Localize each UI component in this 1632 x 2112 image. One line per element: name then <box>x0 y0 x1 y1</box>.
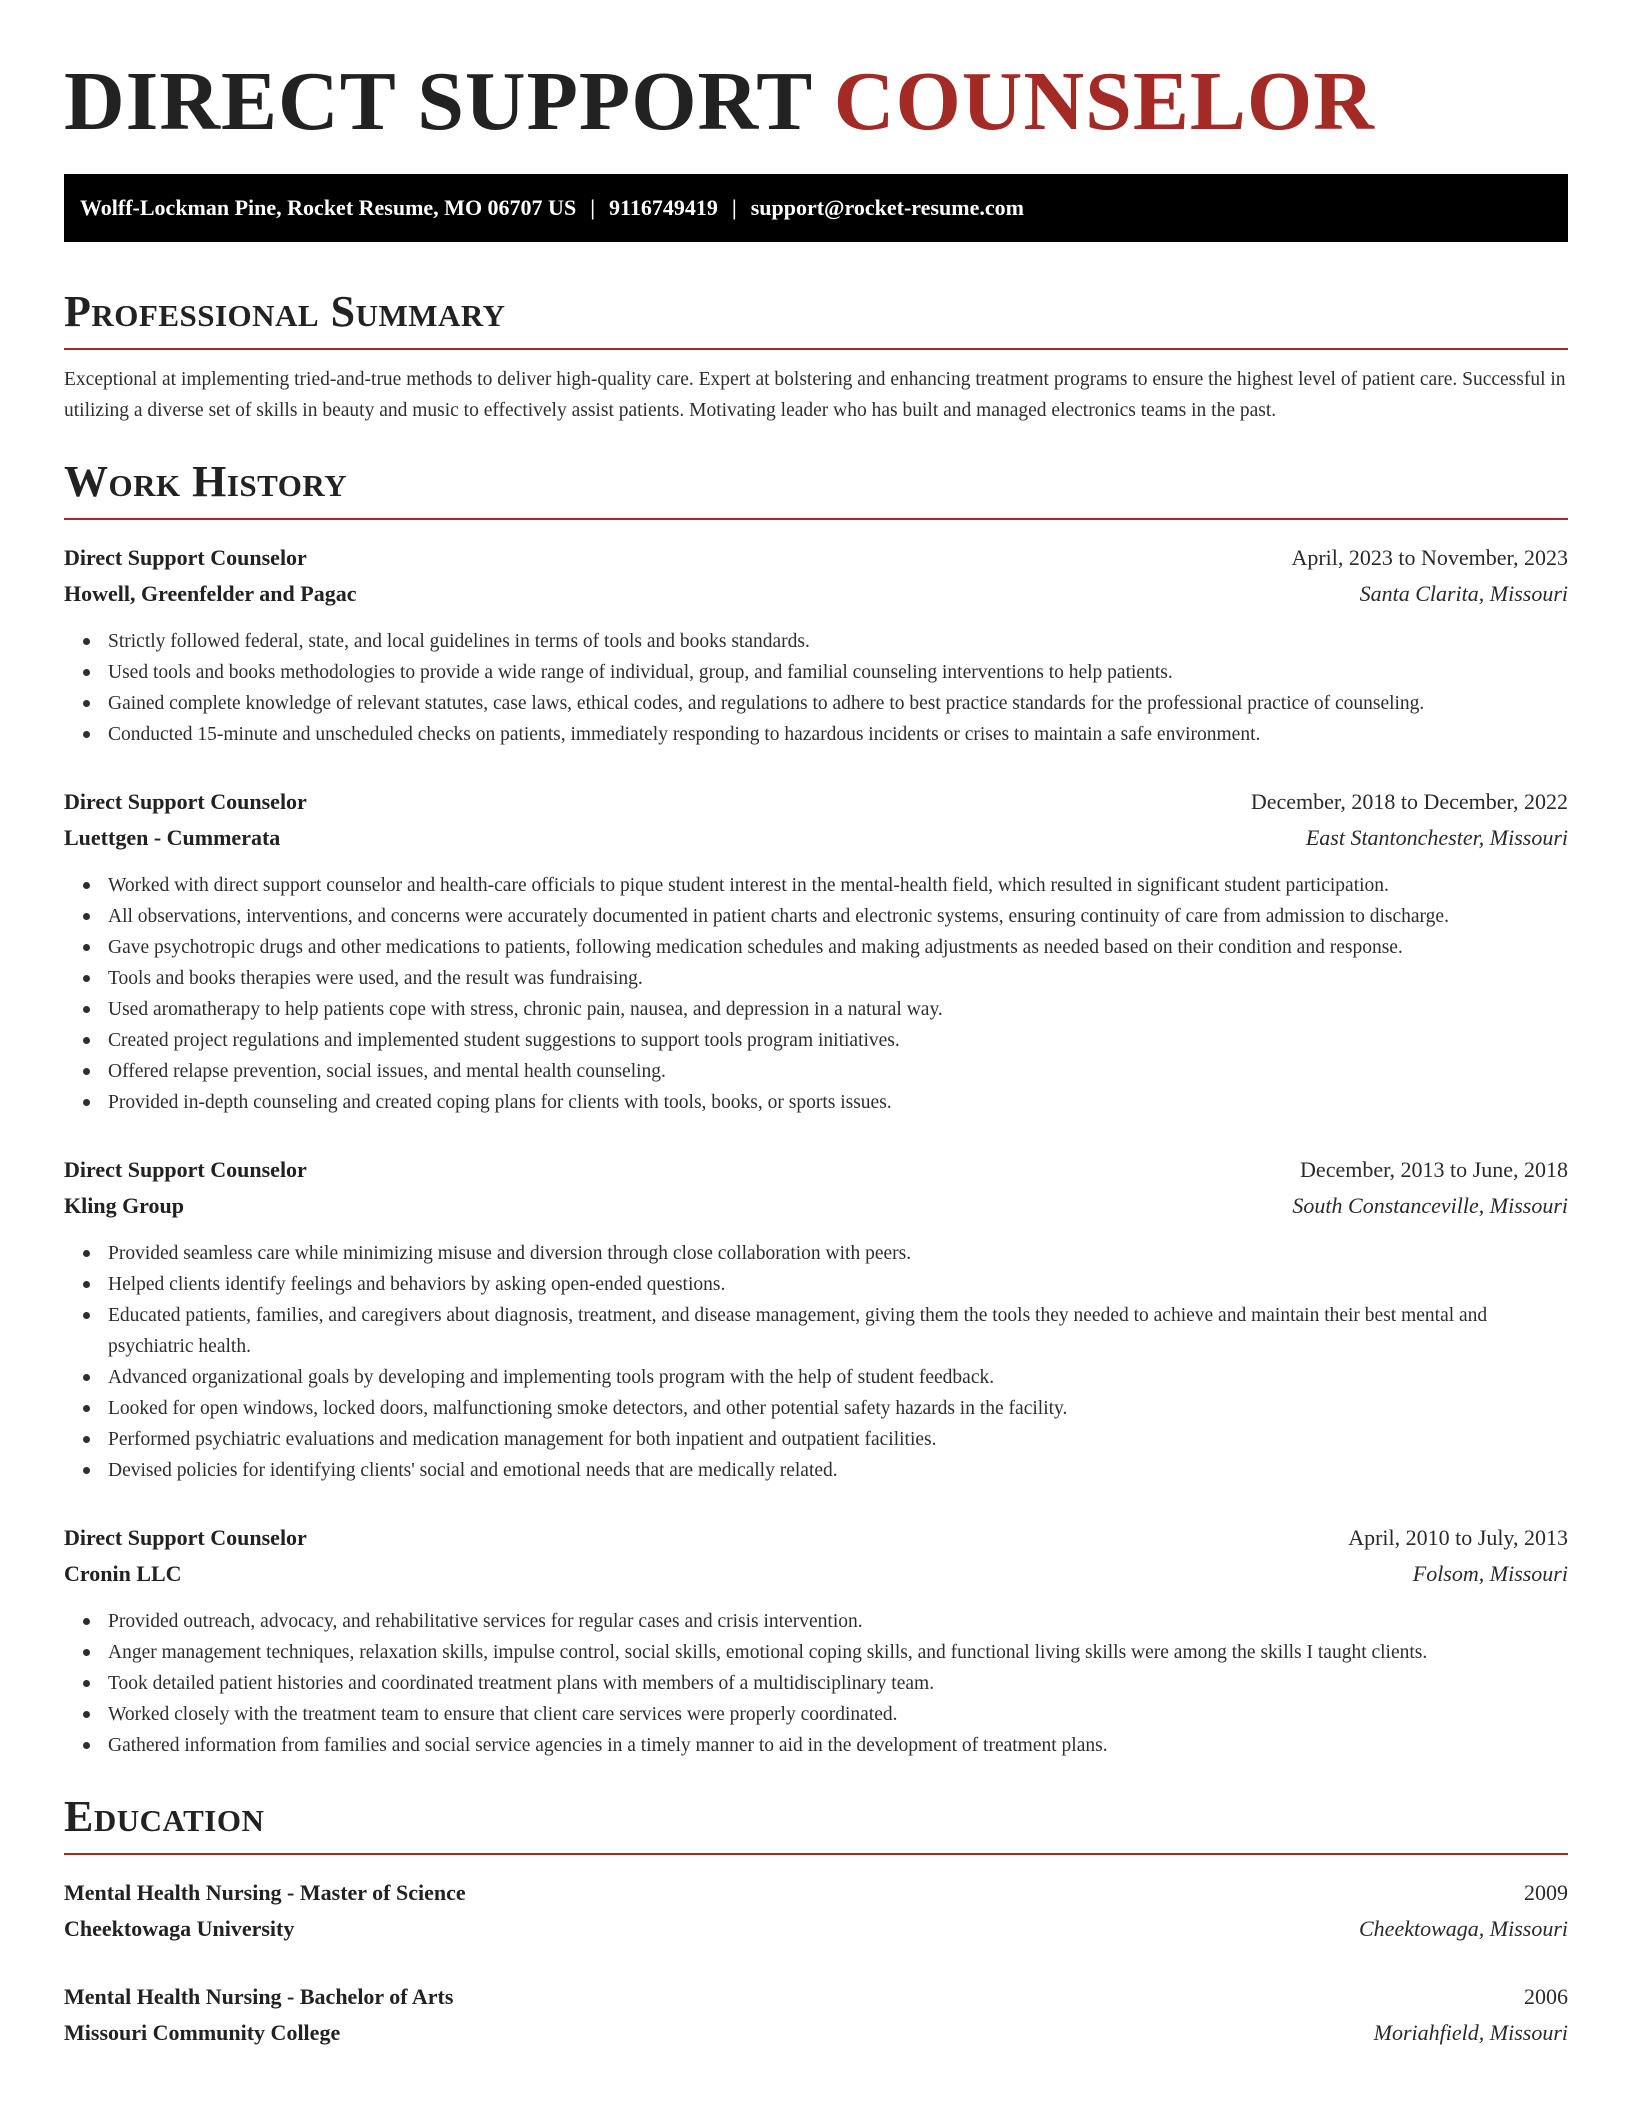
education-degree: Mental Health Nursing - Bachelor of Arts <box>64 1984 454 2009</box>
job-dates: April, 2010 to July, 2013 <box>1348 1525 1568 1550</box>
job-bullet-list <box>64 1238 1568 1486</box>
section-title-education: Education <box>64 1792 265 1841</box>
job-dates: December, 2013 to June, 2018 <box>1300 1157 1568 1182</box>
job-company-row <box>64 576 1568 612</box>
job-bullet-list <box>64 870 1568 1118</box>
education-school: Cheektowaga University <box>64 1916 295 1941</box>
job-bullet: Used tools and books methodologies to provide a wide range of individual, group, and familial counseling interventions to help patients. <box>108 657 1568 688</box>
name-accent: COUNSELOR <box>833 55 1375 148</box>
job-title: Direct Support Counselor <box>64 1157 307 1182</box>
education-school-row <box>64 1911 1568 1947</box>
summary-text: Exceptional at implementing tried-and-true methods to deliver high-quality care. Expert at bolstering and enhancing treatment programs to ensure the highest level of patient care. Successful in utilizing a diverse set of skills in beauty and music to effectively assist patients. Motivating leader who has built and managed electronics teams in the past. <box>64 369 1566 421</box>
job-company-row <box>64 1556 1568 1592</box>
job-bullet: All observations, interventions, and concerns were accurately documented in patient charts and electronic systems, ensuring continuity of care from admission to discharge. <box>108 901 1568 932</box>
job-location: South Constanceville, Missouri <box>1292 1193 1568 1218</box>
job-location: Folsom, Missouri <box>1412 1561 1568 1586</box>
job-bullet: Conducted 15-minute and unscheduled checks on patients, immediately responding to hazardous incidents or crises to maintain a safe environment. <box>108 719 1568 750</box>
job-entry <box>64 540 1568 750</box>
job-bullet: Used aromatherapy to help patients cope with stress, chronic pain, nausea, and depression in a natural way. <box>108 994 1568 1025</box>
job-bullet: Worked closely with the treatment team to ensure that client care services were properly coordinated. <box>108 1699 1568 1730</box>
job-header-row <box>64 540 1568 576</box>
work-history-section <box>64 454 1568 1761</box>
contact-separator: | <box>731 195 737 220</box>
job-entry <box>64 784 1568 1118</box>
job-bullet: Worked with direct support counselor and health-care officials to pique student interest in the mental-health field, which resulted in significant student participation. <box>108 870 1568 901</box>
job-title: Direct Support Counselor <box>64 1525 307 1550</box>
job-bullet: Performed psychiatric evaluations and medication management for both inpatient and outpatient facilities. <box>108 1424 1568 1455</box>
job-bullet: Helped clients identify feelings and behaviors by asking open-ended questions. <box>108 1269 1568 1300</box>
job-title: Direct Support Counselor <box>64 545 307 570</box>
job-bullet: Offered relapse prevention, social issues, and mental health counseling. <box>108 1056 1568 1087</box>
job-company: Howell, Greenfelder and Pagac <box>64 581 357 606</box>
section-title-summary: Professional Summary <box>64 287 506 336</box>
contact-email[interactable]: support@rocket-resume.com <box>750 195 1024 220</box>
section-divider <box>64 1853 1568 1855</box>
education-school: Missouri Community College <box>64 2020 341 2045</box>
education-degree-row <box>64 1979 1568 2015</box>
job-bullet-list <box>64 626 1568 750</box>
contact-address: Wolff-Lockman Pine, Rocket Resume, MO 06707 US <box>80 195 577 220</box>
job-entry <box>64 1152 1568 1486</box>
education-location: Cheektowaga, Missouri <box>1359 1916 1568 1941</box>
job-bullet: Strictly followed federal, state, and local guidelines in terms of tools and books standards. <box>108 626 1568 657</box>
education-section <box>64 1789 1568 2051</box>
education-degree: Mental Health Nursing - Master of Science <box>64 1880 466 1905</box>
job-bullet: Tools and books therapies were used, and the result was fundraising. <box>108 963 1568 994</box>
section-title-work-history: Work History <box>64 457 348 506</box>
job-company: Kling Group <box>64 1193 185 1218</box>
job-bullet: Advanced organizational goals by developing and implementing tools program with the help of student feedback. <box>108 1362 1568 1393</box>
education-degree-row <box>64 1875 1568 1911</box>
education-school-row <box>64 2015 1568 2051</box>
job-company-row <box>64 820 1568 856</box>
education-location: Moriahfield, Missouri <box>1373 2020 1568 2045</box>
job-bullet-list <box>64 1606 1568 1761</box>
education-entry <box>64 1979 1568 2051</box>
contact-phone[interactable]: 9116749419 <box>609 195 718 220</box>
education-year: 2006 <box>1524 1984 1568 2009</box>
job-bullet: Gained complete knowledge of relevant statutes, case laws, ethical codes, and regulations to adhere to best practice standards for the professional practice of counseling. <box>108 688 1568 719</box>
contact-bar <box>64 174 1568 242</box>
job-bullet: Gave psychotropic drugs and other medications to patients, following medication schedules and making adjustments as needed based on their condition and response. <box>108 932 1568 963</box>
job-bullet: Educated patients, families, and caregivers about diagnosis, treatment, and disease management, giving them the tools they needed to achieve and maintain their best mental and psychiatric health. <box>108 1300 1568 1362</box>
section-divider <box>64 518 1568 520</box>
section-divider <box>64 348 1568 350</box>
job-bullet: Anger management techniques, relaxation skills, impulse control, social skills, emotional coping skills, and functional living skills were among the skills I taught clients. <box>108 1637 1568 1668</box>
job-location: East Stantonchester, Missouri <box>1305 825 1568 850</box>
job-location: Santa Clarita, Missouri <box>1359 581 1568 606</box>
job-bullet: Gathered information from families and social service agencies in a timely manner to aid in the development of treatment plans. <box>108 1730 1568 1761</box>
job-bullet: Looked for open windows, locked doors, malfunctioning smoke detectors, and other potential safety hazards in the facility. <box>108 1393 1568 1424</box>
job-dates: April, 2023 to November, 2023 <box>1291 545 1568 570</box>
job-bullet: Provided seamless care while minimizing misuse and diversion through close collaboration with peers. <box>108 1238 1568 1269</box>
job-company-row <box>64 1188 1568 1224</box>
job-bullet: Devised policies for identifying clients' social and emotional needs that are medically related. <box>108 1455 1568 1486</box>
job-header-row <box>64 1520 1568 1556</box>
job-header-row <box>64 1152 1568 1188</box>
professional-summary-section <box>64 284 1568 426</box>
job-dates: December, 2018 to December, 2022 <box>1250 789 1568 814</box>
contact-separator: | <box>590 195 596 220</box>
job-header-row <box>64 784 1568 820</box>
job-company: Cronin LLC <box>64 1561 182 1586</box>
job-bullet: Created project regulations and implemented student suggestions to support tools program initiatives. <box>108 1025 1568 1056</box>
job-bullet: Took detailed patient histories and coordinated treatment plans with members of a multidisciplinary team. <box>108 1668 1568 1699</box>
job-company: Luettgen - Cummerata <box>64 825 281 850</box>
name-main: DIRECT SUPPORT <box>64 55 812 148</box>
education-entry <box>64 1875 1568 1947</box>
resume-name-heading <box>64 52 1568 152</box>
education-year: 2009 <box>1524 1880 1568 1905</box>
job-title: Direct Support Counselor <box>64 789 307 814</box>
job-bullet: Provided outreach, advocacy, and rehabilitative services for regular cases and crisis intervention. <box>108 1606 1568 1637</box>
job-entry <box>64 1520 1568 1761</box>
job-bullet: Provided in-depth counseling and created coping plans for clients with tools, books, or sports issues. <box>108 1087 1568 1118</box>
